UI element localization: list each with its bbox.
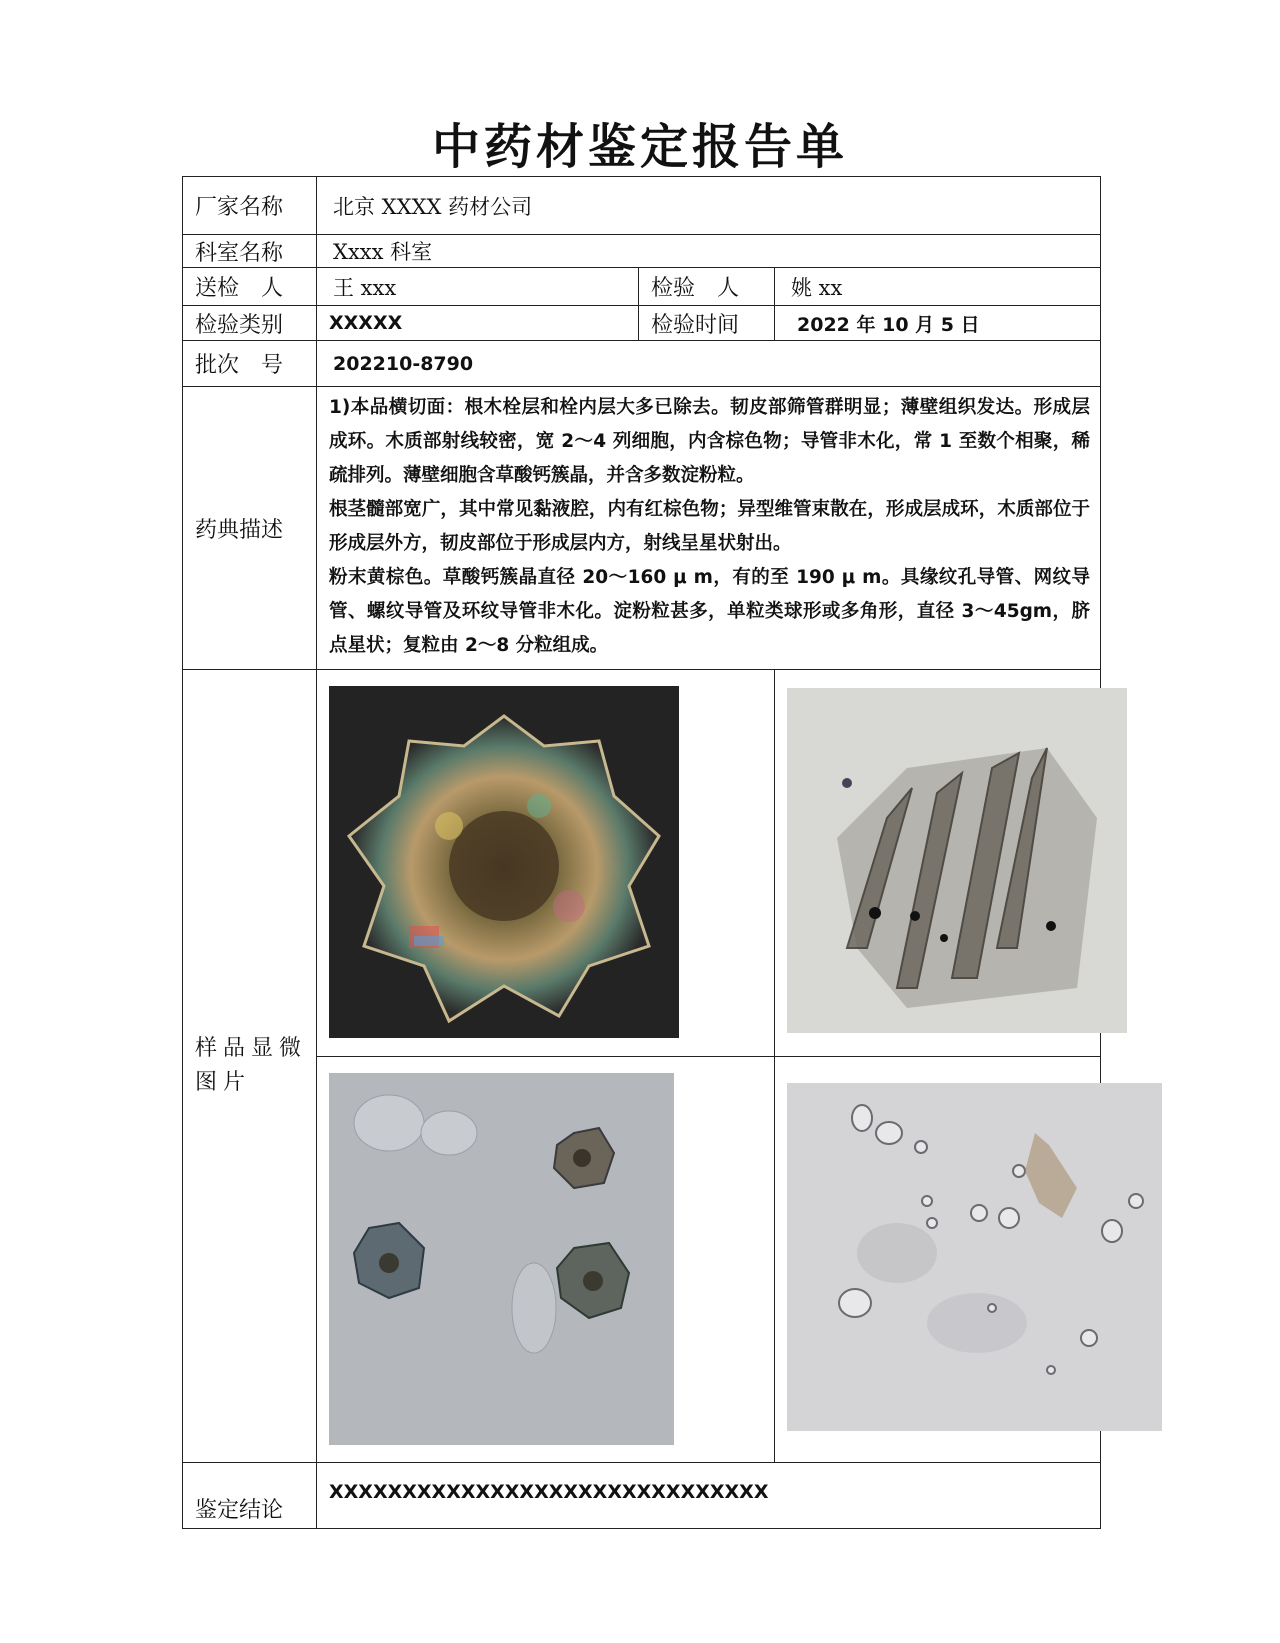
report-title: 中药材鉴定报告单 [431,119,848,175]
description-paragraph: 根茎髓部宽广，其中常见黏液腔，内有红棕色物；异型维管束散在，形成层成环，木质部位于形成层外方，韧皮部位于形成层内方，射线呈星状射出。 [329,499,1091,554]
micro-image-cluster-crystal-polarized [329,686,679,1038]
batch-value: 202210-8790 [317,341,1101,387]
manufacturer-value: 北京 XXXX 药材公司 [317,177,1101,235]
submitter-value: 王 xxx [317,268,639,306]
category-value: XXXXX [317,306,639,341]
submitter-label: 送检 人 [183,268,317,306]
image-cell-4 [775,1057,1101,1463]
micro-image-vessel-elements [787,688,1127,1033]
department-label: 科室名称 [183,235,317,268]
image-cell-3 [317,1057,775,1463]
description-paragraph: 1)本品横切面：根木栓层和栓内层大多已除去。韧皮部筛管群明显；薄壁组织发达。形成层成环。木质部射线较密，宽 2～4 列细胞，内含棕色物；导管非木化，常 1 至数个相聚，稀疏排列。薄壁细胞含草酸钙簇晶，并含多数淀粉粒。 [329,397,1091,486]
category-label: 检验类别 [183,306,317,341]
image-cell-2 [775,670,1101,1057]
micro-image-starch-granules [787,1083,1162,1431]
inspector-label: 检验 人 [639,268,775,306]
micro-image-cluster-crystals-brightfield [329,1073,674,1445]
department-value: Xxxx 科室 [317,235,1101,268]
inspector-value: 姚 xx [775,268,1101,306]
images-label: 样品显微图片 [183,670,317,1463]
description-paragraph: 粉末黄棕色。草酸钙簇晶直径 20～160 μ m，有的至 190 μ m。具缘纹孔导管、网纹导管、螺纹导管及环纹导管非木化。淀粉粒甚多，单粒类球形或多角形，直径 3～45gm，脐点星状；复粒由 2～8 分粒组成。 [329,567,1091,656]
image-cell-1 [317,670,775,1057]
description-label: 药典描述 [183,387,317,670]
report-table [182,176,1101,1529]
time-value: 2022 年 10 月 5 日 [775,306,1101,341]
manufacturer-label: 厂家名称 [183,177,317,235]
conclusion-value: XXXXXXXXXXXXXXXXXXXXXXXXXXXXXX [317,1463,1101,1529]
time-label: 检验时间 [639,306,775,341]
conclusion-label: 鉴定结论 [183,1463,317,1529]
batch-label: 批次 号 [183,341,317,387]
description-text [317,387,1101,670]
